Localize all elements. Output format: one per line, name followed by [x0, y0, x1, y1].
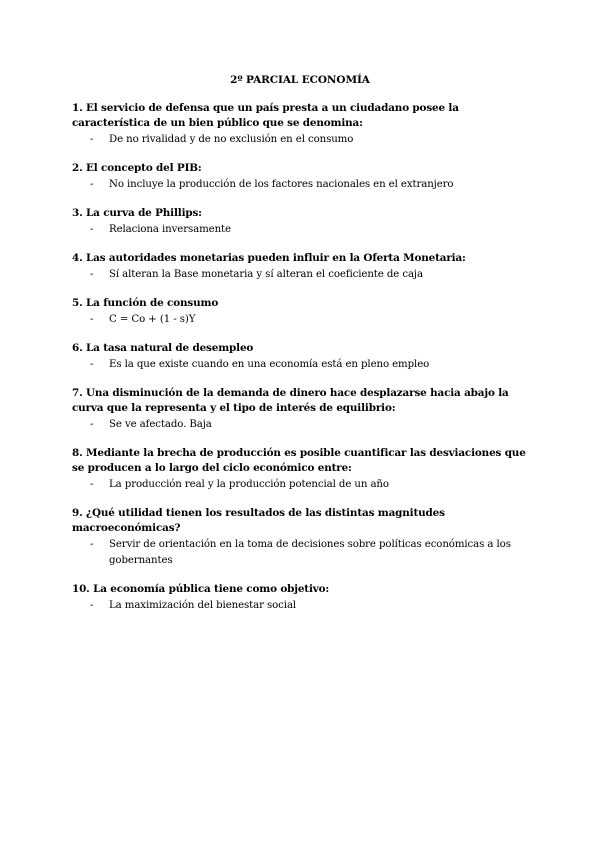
answer-text: C = Co + (1 - s)Y [109, 314, 196, 325]
question-text: 6. La tasa natural de desempleo [72, 342, 254, 354]
question-text: 4. Las autoridades monetarias pueden influir en la Oferta Monetaria: [72, 252, 466, 264]
question-text: 9. ¿Qué utilidad tienen los resultados de las distintas magnitudes macroeconómicas? [72, 507, 445, 534]
answer-item [72, 267, 527, 283]
answer-item [72, 177, 527, 193]
question-text: 10. La economía pública tiene como objetivo: [72, 583, 330, 595]
bullet-dash: - [90, 314, 94, 325]
bullet-dash: - [90, 419, 94, 430]
bullet-dash: - [90, 134, 94, 145]
question-text: 8. Mediante la brecha de producción es posible cuantificar las desviaciones que se producen a lo largo del ciclo económico entre: [72, 447, 526, 474]
question-text: 5. La función de consumo [72, 297, 219, 309]
bullet-dash: - [90, 179, 94, 190]
answer-text: Sí alteran la Base monetaria y sí alteran el coeficiente de caja [109, 269, 423, 280]
bullet-dash: - [90, 269, 94, 280]
question-list [72, 101, 527, 627]
page-title: 2º PARCIAL ECONOMÍA [230, 74, 370, 86]
answer-item [72, 417, 527, 433]
answer-text: Relaciona inversamente [109, 224, 231, 235]
answer-item [72, 312, 527, 328]
question-text: 1. El servicio de defensa que un país presta a un ciudadano posee la característica de un bien público que se denomina: [72, 102, 459, 129]
question-text: 3. La curva de Phillips: [72, 207, 202, 219]
question-item-2 [72, 161, 527, 193]
answer-item [72, 537, 527, 569]
question-item-10 [72, 582, 527, 614]
question-item-9 [72, 506, 527, 569]
bullet-dash: - [90, 224, 94, 235]
bullet-dash: - [90, 359, 94, 370]
answer-text: La producción real y la producción potencial de un año [109, 479, 389, 490]
question-item-3 [72, 206, 527, 238]
answer-text: Se ve afectado. Baja [109, 419, 212, 430]
question-text: 7. Una disminución de la demanda de dinero hace desplazarse hacia abajo la curva que la representa y el tipo de interés de equilibrio: [72, 387, 509, 414]
question-item-8 [72, 446, 527, 493]
question-item-5 [72, 296, 527, 328]
question-item-7 [72, 386, 527, 433]
answer-item [72, 357, 527, 373]
answer-item [72, 477, 527, 493]
answer-text: De no rivalidad y de no exclusión en el consumo [109, 134, 354, 145]
question-item-4 [72, 251, 527, 283]
answer-text: La maximización del bienestar social [109, 600, 297, 611]
bullet-dash: - [90, 539, 94, 550]
answer-text: Servir de orientación en la toma de decisiones sobre políticas económicas a los gobernantes [109, 539, 511, 566]
bullet-dash: - [90, 479, 94, 490]
answer-item [72, 598, 527, 614]
answer-item [72, 132, 527, 148]
answer-text: No incluye la producción de los factores nacionales en el extranjero [109, 179, 454, 190]
answer-text: Es la que existe cuando en una economía está en pleno empleo [109, 359, 430, 370]
question-item-6 [72, 341, 527, 373]
answer-item [72, 222, 527, 238]
bullet-dash: - [90, 600, 94, 611]
question-text: 2. El concepto del PIB: [72, 162, 202, 174]
question-item-1 [72, 101, 527, 148]
